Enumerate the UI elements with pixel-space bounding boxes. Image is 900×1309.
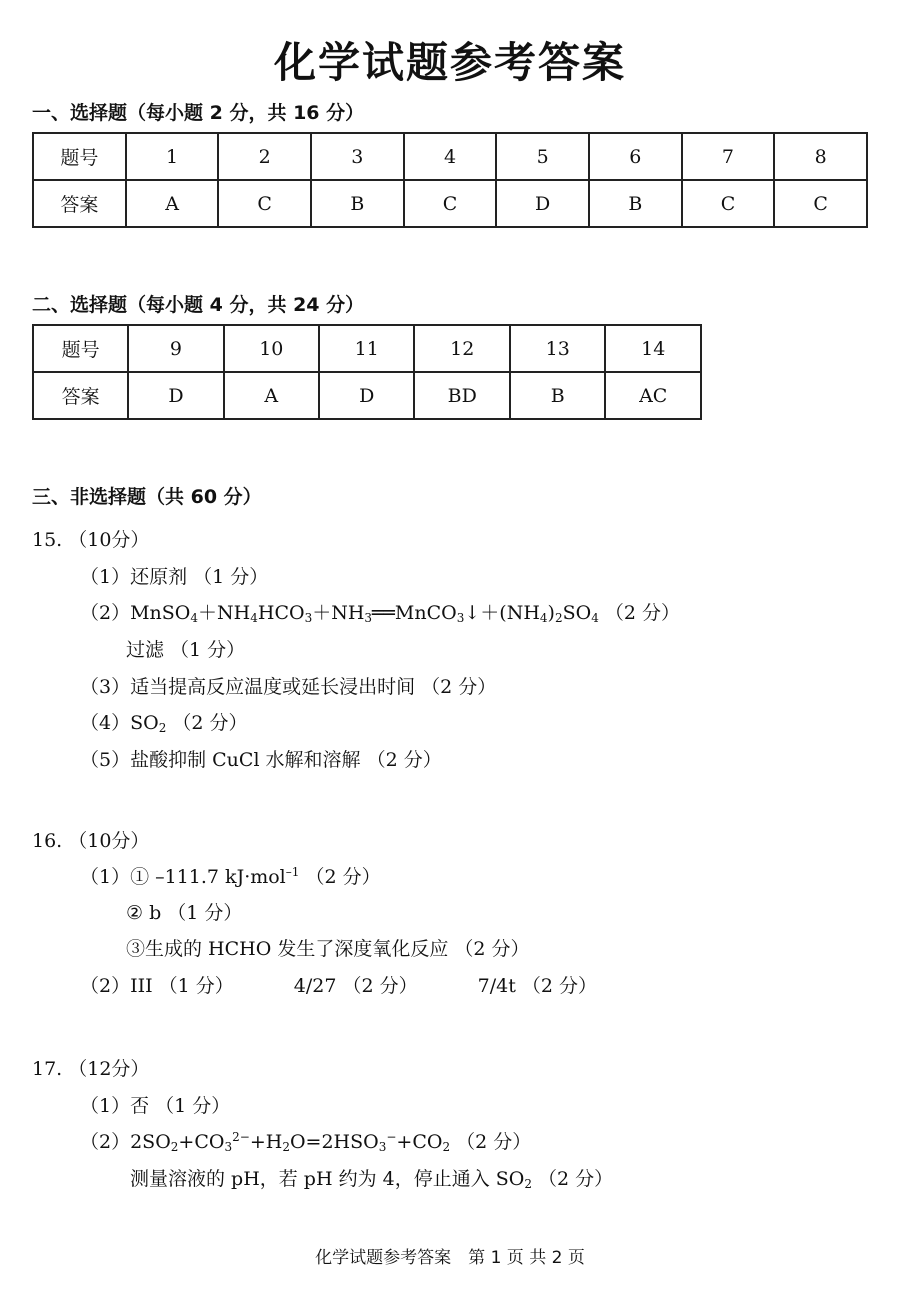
section3-heading: 三、非选择题（共 60 分） (32, 486, 262, 508)
score-text: （2 分） (450, 1131, 532, 1153)
row-label-answer: 答案 (33, 180, 126, 227)
page-title: 化学试题参考答案 (273, 38, 626, 87)
eq-subscript: 4 (591, 611, 599, 625)
row-label-question: 题号 (33, 133, 126, 180)
eq-text: HCO (257, 602, 305, 624)
q16-heading: 16. （10分） (32, 830, 150, 852)
q17-part2-equation (80, 1127, 531, 1154)
eq-text: 2SO (130, 1131, 171, 1153)
score-text: （2 分） (166, 712, 248, 734)
answer-cell: AC (605, 372, 701, 419)
question-number: 5 (496, 133, 589, 180)
answer-cell: D (496, 180, 589, 227)
question-number: 6 (589, 133, 682, 180)
eq-subscript: 4 (539, 611, 548, 625)
question-number: 1 (126, 133, 219, 180)
section2-heading: 二、选择题（每小题 4 分，共 24 分） (32, 294, 365, 316)
q15-heading: 15. （10分） (32, 529, 150, 551)
eq-text: SO (562, 602, 592, 624)
table-row-numbers (33, 133, 867, 180)
eq-subscript: 3 (224, 1140, 233, 1154)
question-number: 11 (319, 325, 414, 372)
q16-part2 (80, 971, 597, 998)
eq-subscript: 3 (378, 1140, 387, 1154)
eq-superscript: − (386, 1130, 397, 1144)
eq-text: MnSO (130, 602, 191, 624)
question-number: 7 (682, 133, 775, 180)
page-footer: 化学试题参考答案 第 1 页 共 2 页 (315, 1248, 585, 1268)
row-label-question: 题号 (33, 325, 128, 372)
q17-part1: （1）否 （1 分） (80, 1095, 231, 1117)
question-number: 14 (605, 325, 701, 372)
subscript: 2 (524, 1177, 532, 1191)
q17-heading: 17. （12分） (32, 1058, 150, 1080)
eq-text: ＋NH (198, 602, 251, 624)
part-text: （4）SO (80, 712, 159, 734)
table-row-numbers (33, 325, 701, 372)
table-row-answers (33, 372, 701, 419)
answer-cell: B (589, 180, 682, 227)
q17-part2b (130, 1164, 613, 1191)
eq-subscript: 3 (304, 611, 313, 625)
eq-subscript: 2 (554, 611, 563, 625)
answer-cell: D (128, 372, 223, 419)
q16-part1-2: ② b （1 分） (126, 902, 243, 924)
q15-part4 (80, 708, 248, 735)
part-label: （2） (80, 602, 131, 624)
part-text: 测量溶液的 pH，若 pH 约为 4，停止通入 SO (130, 1168, 525, 1190)
part-text: 4/27 （2 分） (293, 975, 418, 997)
q15-part3: （3）适当提高反应温度或延长浸出时间 （2 分） (80, 676, 497, 698)
eq-superscript: 2− (232, 1130, 250, 1144)
part-text: （1）① –111.7 kJ·mol (80, 866, 286, 888)
question-number: 4 (404, 133, 497, 180)
eq-text: +CO (396, 1131, 443, 1153)
answer-cell: C (774, 180, 867, 227)
answer-cell: A (224, 372, 319, 419)
answer-cell: C (218, 180, 311, 227)
question-number: 8 (774, 133, 867, 180)
q15-part2-equation (80, 598, 680, 625)
answer-cell: C (404, 180, 497, 227)
question-number: 9 (128, 325, 223, 372)
eq-text: ＋NH (312, 602, 365, 624)
q15-part2b: 过滤 （1 分） (126, 639, 246, 661)
eq-text: ══MnCO (372, 602, 457, 624)
eq-subscript: 2 (170, 1140, 179, 1154)
eq-subscript: 4 (250, 611, 258, 625)
question-number: 2 (218, 133, 311, 180)
q15-part1: （1）还原剂 （1 分） (80, 566, 269, 588)
eq-text: ↓＋(NH (464, 602, 540, 624)
question-number: 12 (414, 325, 510, 372)
answer-cell: A (126, 180, 219, 227)
answer-table-1 (32, 132, 868, 228)
answer-table-2 (32, 324, 702, 420)
answer-cell: D (319, 372, 414, 419)
subscript: 2 (158, 721, 167, 735)
question-number: 10 (224, 325, 319, 372)
answer-cell: B (510, 372, 605, 419)
score-text: （2 分） (598, 602, 681, 624)
eq-subscript: 2 (282, 1140, 290, 1154)
eq-text: O=2HSO (289, 1131, 379, 1153)
eq-subscript: 3 (364, 611, 373, 625)
eq-subscript: 3 (456, 611, 465, 625)
answer-cell: B (311, 180, 404, 227)
question-number: 13 (510, 325, 605, 372)
q15-part5: （5）盐酸抑制 CuCl 水解和溶解 （2 分） (80, 749, 442, 771)
part-text: （2）III （1 分） (80, 975, 234, 997)
q16-part1 (80, 862, 381, 889)
section1-heading: 一、选择题（每小题 2 分，共 16 分） (32, 102, 365, 124)
superscript: –1 (285, 865, 300, 879)
answer-cell: BD (414, 372, 510, 419)
eq-subscript: 2 (442, 1140, 451, 1154)
q16-part1-3: ③生成的 HCHO 发生了深度氧化反应 （2 分） (126, 938, 530, 960)
question-number: 3 (311, 133, 404, 180)
answer-cell: C (682, 180, 775, 227)
table-row-answers (33, 180, 867, 227)
part-label: （2） (80, 1131, 131, 1153)
eq-text: ) (547, 602, 555, 624)
eq-text: +CO (178, 1131, 225, 1153)
eq-subscript: 4 (190, 611, 199, 625)
part-text: 7/4t （2 分） (477, 975, 598, 997)
row-label-answer: 答案 (33, 372, 128, 419)
eq-text: +H (249, 1131, 283, 1153)
score-text: （2 分） (531, 1168, 614, 1190)
score-text: （2 分） (299, 866, 381, 888)
